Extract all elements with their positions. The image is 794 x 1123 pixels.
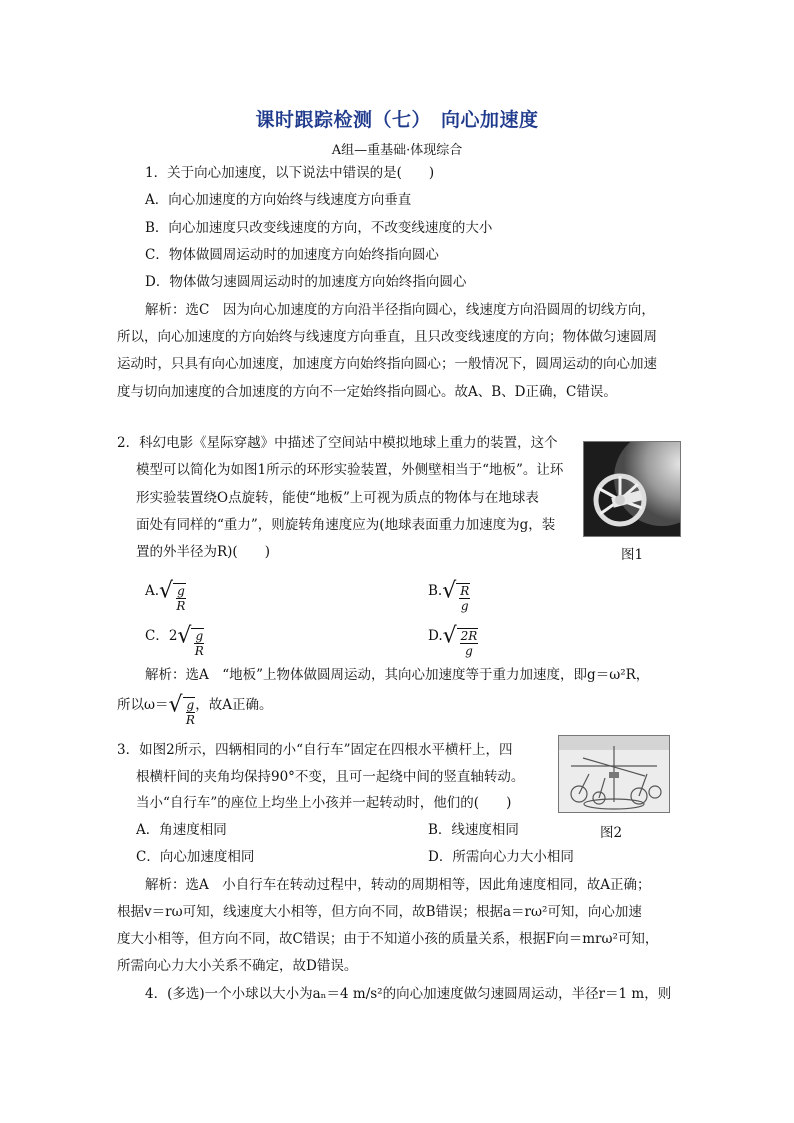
q2-option-a (145, 580, 186, 613)
q2-stem-line3: 形实验装置绕O点旋转，能使“地板”上可视为质点的物体与在地球表 (136, 490, 539, 506)
q3-stem-line1: 3．如图2所示，四辆相同的小“自行车”固定在四根水平横杆上，四 (117, 742, 513, 758)
q1-option-b: B．向心加速度只改变线速度的方向，不改变线速度的大小 (145, 220, 493, 236)
sqrt-sign: √ (159, 578, 174, 604)
fraction-R-over-g (456, 583, 470, 613)
figure-2-bicycle-carousel (558, 735, 670, 813)
q2-stem-line4: 面处有同样的“重力”，则旋转角速度应为(地球表面重力加速度为g，装 (136, 517, 556, 533)
q1-analysis-line1: 解析：选C 因为向心加速度的方向沿半径指向圆心，线速度方向沿圆周的切线方向， (145, 302, 655, 318)
q1-analysis-line4: 度与切向加速度的合加速度的方向不一定始终指向圆心。故A、B、D正确，C错误。 (117, 384, 617, 400)
sqrt-sign: √ (442, 578, 457, 604)
page-title: 课时跟踪检测（七） 向心加速度 (255, 109, 539, 131)
q3-option-c: C．向心加速度相同 (136, 849, 255, 865)
fraction-g-over-R (183, 697, 196, 727)
denominator: g (465, 644, 473, 658)
q2-option-c (145, 625, 204, 658)
sqrt-sign: √ (442, 623, 457, 649)
q2-analysis-line2 (117, 694, 272, 727)
q3-option-d: D．所需向心力大小相同 (428, 849, 574, 865)
q3-option-a: A．角速度相同 (136, 822, 227, 838)
q1-option-a: A．向心加速度的方向始终与线速度方向垂直 (145, 192, 412, 208)
q2-option-a-label: A. (145, 583, 160, 599)
q3-analysis-line3: 度大小相等，但方向不同，故C错误；由于不知道小孩的质量关系，根据F向＝mrω²可知， (117, 931, 659, 947)
denominator: R (185, 713, 195, 727)
q2-analysis-prefix: 所以ω＝ (117, 697, 169, 713)
section-subtitle: A组—重基础·体现综合 (331, 143, 463, 158)
q2-analysis-suffix: ，故A正确。 (195, 697, 273, 713)
q2-option-b-label: B. (428, 583, 443, 599)
denominator: R (176, 599, 186, 613)
fraction-g-over-R (191, 628, 204, 658)
numerator: 2R (460, 629, 478, 643)
q2-stem-line5: 置的外半径为R)( ) (136, 544, 270, 560)
q3-option-b: B．线速度相同 (428, 822, 519, 838)
q3-stem-line3: 当小“自行车”的座位上均坐上小孩并一起转动时，他们的( ) (136, 795, 512, 811)
q2-option-b (428, 580, 470, 613)
fraction-g-over-R (173, 583, 186, 613)
q1-analysis-line3: 运动时，只具有向心加速度，加速度方向始终指向圆心；一般情况下，圆周运动的向心加速 (117, 356, 657, 372)
q1-option-d: D．物体做匀速圆周运动时的加速度方向始终指向圆心 (145, 274, 467, 290)
q4-stem-line1: 4．(多选)一个小球以大小为aₙ＝4 m/s²的向心加速度做匀速圆周运动，半径r＝1 m，则 (145, 986, 672, 1002)
denominator: g (460, 599, 469, 613)
numerator: R (460, 584, 470, 598)
numerator: g (195, 629, 204, 643)
q2-option-d-label: D. (428, 628, 443, 644)
q1-option-c: C．物体做圆周运动时的加速度方向始终指向圆心 (145, 247, 439, 263)
q3-analysis-line1: 解析：选A 小自行车在转动过程中，转动的周期相等，因此角速度相同，故A正确； (145, 877, 651, 893)
q2-stem-line2: 模型可以简化为如图1所示的环形实验装置，外侧壁相当于“地板”。让环 (136, 462, 564, 478)
fraction-2R-over-g (457, 628, 479, 658)
sqrt-sign: √ (177, 623, 192, 649)
denominator: R (194, 644, 204, 658)
q3-analysis-line2: 根据v＝rω可知，线速度大小相等，但方向不同，故B错误；根据a＝rω²可知，向心加速 (117, 904, 642, 920)
q3-analysis-line4: 所需向心力大小关系不确定，故D错误。 (117, 958, 358, 974)
numerator: g (177, 584, 185, 598)
q1-stem: 1．关于向心加速度，以下说法中错误的是( ) (145, 165, 435, 181)
q3-stem-line2: 根横杆间的夹角均保持90°不变，且可一起绕中间的竖直轴转动。 (136, 769, 525, 785)
q2-option-c-label: C．2 (145, 628, 178, 644)
q2-stem-line1: 2．科幻电影《星际穿越》中描述了空间站中模拟地球上重力的装置，这个 (117, 435, 558, 451)
sqrt-sign: √ (168, 692, 183, 718)
q1-analysis-line2: 所以，向心加速度的方向始终与线速度方向垂直，且只改变线速度的方向；物体做匀速圆周 (117, 329, 657, 345)
figure-2-label: 图2 (600, 825, 623, 841)
numerator: g (186, 698, 195, 712)
figure-1-label: 图1 (621, 547, 644, 563)
q2-option-d (428, 625, 478, 658)
figure-1-space-station (583, 441, 681, 537)
q2-analysis-line1: 解析：选A “地板”上物体做圆周运动，其向心加速度等于重力加速度，即g＝ω²R， (145, 667, 650, 683)
